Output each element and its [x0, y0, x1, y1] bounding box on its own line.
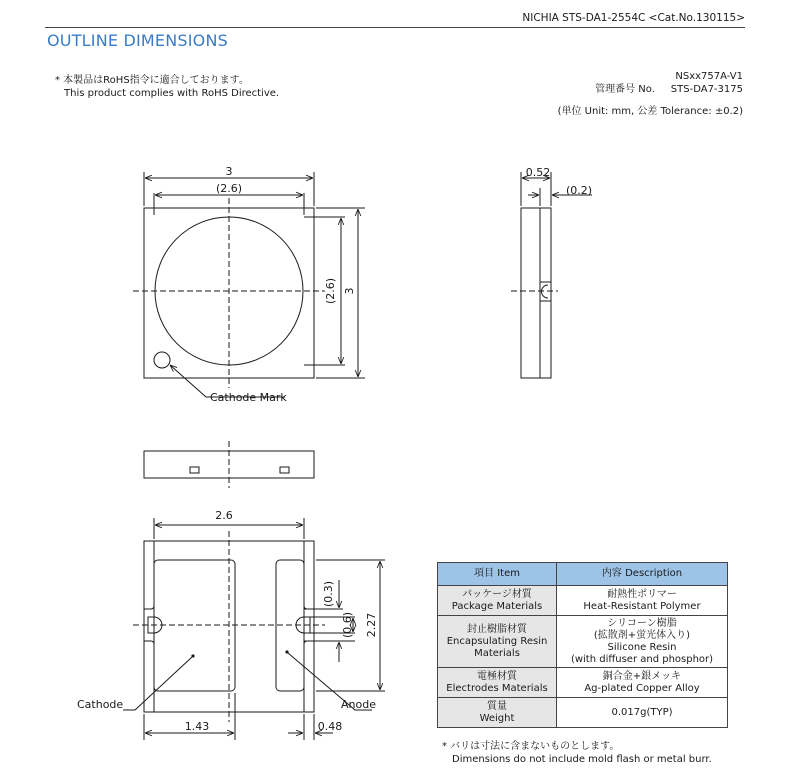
dim-pad-gap: (0.3): [322, 580, 335, 608]
cell-line: パッケージ材質: [462, 588, 532, 600]
side-view: [511, 172, 592, 378]
units-tolerance: (単位 Unit: mm, 公差 Tolerance: ±0.2): [557, 106, 743, 117]
cell-line: 封止樹脂材質: [467, 623, 527, 635]
page-title: OUTLINE DIMENSIONS: [47, 31, 228, 50]
rohs-note-en: This product complies with RoHS Directive.: [64, 88, 280, 99]
table-row: [438, 616, 728, 668]
footnote-en: Dimensions do not include mold flash or metal burr.: [452, 754, 712, 765]
cathode-pad: [154, 560, 235, 691]
table-header-description: 内容 Description: [557, 563, 728, 586]
dim-pad-notch: (0.6): [341, 611, 354, 639]
cell-line: (with diffuser and phosphor): [570, 653, 714, 665]
cell-line: 銅合金+銀メッキ: [602, 670, 682, 682]
dim-top-height: 3: [343, 287, 356, 295]
table-cell-description: [557, 698, 728, 728]
dim-cathode-width: 1.43: [184, 720, 210, 733]
table-row: [438, 586, 728, 616]
footnote: [442, 740, 712, 766]
dim-top-inner-height: (2.6): [324, 277, 337, 305]
table-cell-description: [557, 668, 728, 698]
dim-side-thickness: 0.52: [525, 166, 551, 179]
cell-line: 耐熱性ポリマー: [607, 588, 677, 600]
cell-line: Silicone Resin: [607, 641, 677, 653]
table-cell-item: [438, 668, 557, 698]
rohs-note-jp: * 本製品はRoHS指令に適合しております。: [55, 75, 249, 86]
footnote-jp: * バリは寸法に含まないものとします。: [442, 741, 620, 752]
dim-bottom-width: 2.6: [215, 509, 233, 522]
cell-line: シリコーン樹脂: [607, 617, 677, 629]
cell-line: 0.017g(TYP): [611, 706, 673, 718]
cell-line: 質量: [487, 700, 507, 712]
materials-table: [437, 562, 728, 728]
front-view: [144, 441, 314, 488]
cell-line: Weight: [479, 712, 515, 724]
dim-bottom-height: 2.27: [365, 612, 378, 638]
dim-top-inner-width: (2.6): [215, 182, 243, 195]
cell-line: Heat-Resistant Polymer: [583, 600, 701, 612]
cell-line: Package Materials: [451, 600, 543, 612]
dim-anode-width: 0.48: [317, 720, 343, 733]
table-cell-item: [438, 586, 557, 616]
table-row: [438, 668, 728, 698]
cell-line: Materials: [474, 647, 520, 659]
cathode-mark-circle: [154, 352, 170, 368]
table-header-row: [438, 563, 728, 586]
cell-line: (拡散剤+蛍光体入り): [593, 629, 691, 641]
mgmt-label: 管理番号 No.: [595, 84, 655, 95]
table-cell-description: [557, 616, 728, 668]
cell-line: Ag-plated Copper Alloy: [584, 682, 700, 694]
table-header-item: 項目 Item: [438, 563, 557, 586]
table-cell-description: [557, 586, 728, 616]
side-view-outline: [521, 208, 551, 378]
part-model: NSxx757A-V1: [675, 71, 743, 82]
table-cell-item: [438, 698, 557, 728]
table-cell-item: [438, 616, 557, 668]
dim-top-width: 3: [225, 165, 233, 178]
dim-side-resin: (0.2): [566, 184, 593, 197]
document-reference: NICHIA STS-DA1-2554C <Cat.No.130115>: [522, 12, 745, 24]
cell-line: Encapsulating Resin: [446, 635, 548, 647]
cathode-mark-label: Cathode Mark: [210, 391, 287, 404]
mgmt-value: STS-DA7-3175: [670, 84, 743, 95]
cell-line: Electrodes Materials: [446, 682, 548, 694]
table-row: [438, 698, 728, 728]
anode-label: Anode: [341, 698, 376, 711]
cell-line: 電極材質: [477, 670, 517, 682]
cathode-label: Cathode: [77, 698, 124, 711]
